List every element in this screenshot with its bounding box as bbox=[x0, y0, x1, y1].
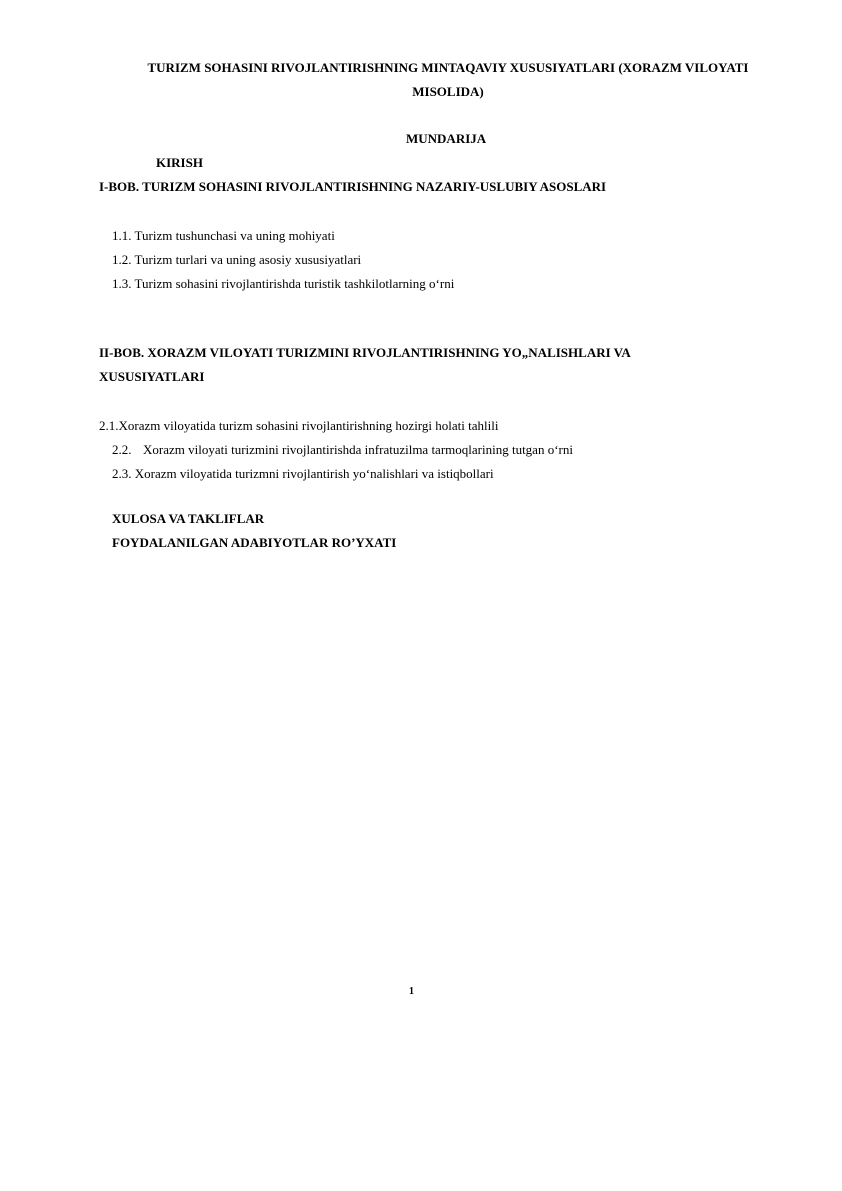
chapter1-title: I-BOB. TURIZM SOHASINI RIVOJLANTIRISHNING NAZARIY-USLUBIY ASOSLARI bbox=[99, 179, 607, 194]
chapter2-title-line1: II-BOB. XORAZM VILOYATI TURIZMINI RIVOJLANTIRISHNING YO„NALISHLARI VA bbox=[99, 345, 631, 360]
toc-item-number: 2.2. bbox=[112, 442, 132, 457]
toc-item-1-1 bbox=[112, 227, 335, 245]
toc-item-number: 2.3. bbox=[112, 466, 132, 481]
chapter2-title-line2: XUSUSIYATLARI bbox=[99, 369, 205, 384]
toc-item-number: 1.1. bbox=[112, 228, 132, 243]
toc-item-text: Xorazm viloyatida turizmni rivojlantirish yo‘nalishlari va istiqbollari bbox=[134, 466, 494, 481]
toc-item-2-3 bbox=[112, 465, 494, 483]
toc-conclusion: XULOSA VA TAKLIFLAR bbox=[112, 511, 265, 526]
toc-item-2-2 bbox=[112, 441, 573, 459]
document-title: TURIZM SOHASINI RIVOJLANTIRISHNING MINTAQAVIY XUSUSIYATLARI (XORAZM VILOYATI MISOLIDA) bbox=[147, 60, 749, 99]
toc-item-text: Turizm tushunchasi va uning mohiyati bbox=[134, 228, 335, 243]
toc-item-text: Xorazm viloyatida turizm sohasini rivojlantirishning hozirgi holati tahlili bbox=[118, 418, 499, 433]
toc-item-number: 1.3. bbox=[112, 276, 132, 291]
toc-item-2-1 bbox=[99, 417, 498, 435]
page-number: 1 bbox=[409, 986, 414, 997]
toc-item-1-2 bbox=[112, 251, 361, 269]
toc-item-text: Turizm sohasini rivojlantirishda turistik tashkilotlarning o‘rni bbox=[134, 276, 455, 291]
toc-heading: MUNDARIJA bbox=[406, 131, 487, 146]
toc-item-text: Turizm turlari va uning asosiy xususiyatlari bbox=[134, 252, 362, 267]
toc-item-number: 1.2. bbox=[112, 252, 132, 267]
toc-references: FOYDALANILGAN ADABIYOTLAR RO’YXATI bbox=[112, 535, 397, 550]
toc-intro: KIRISH bbox=[156, 155, 203, 170]
toc-item-number: 2.1. bbox=[99, 418, 119, 433]
toc-item-1-3 bbox=[112, 275, 454, 293]
toc-item-text: Xorazm viloyati turizmini rivojlantirishda infratuzilma tarmoqlarining tutgan o‘rni bbox=[143, 442, 573, 457]
